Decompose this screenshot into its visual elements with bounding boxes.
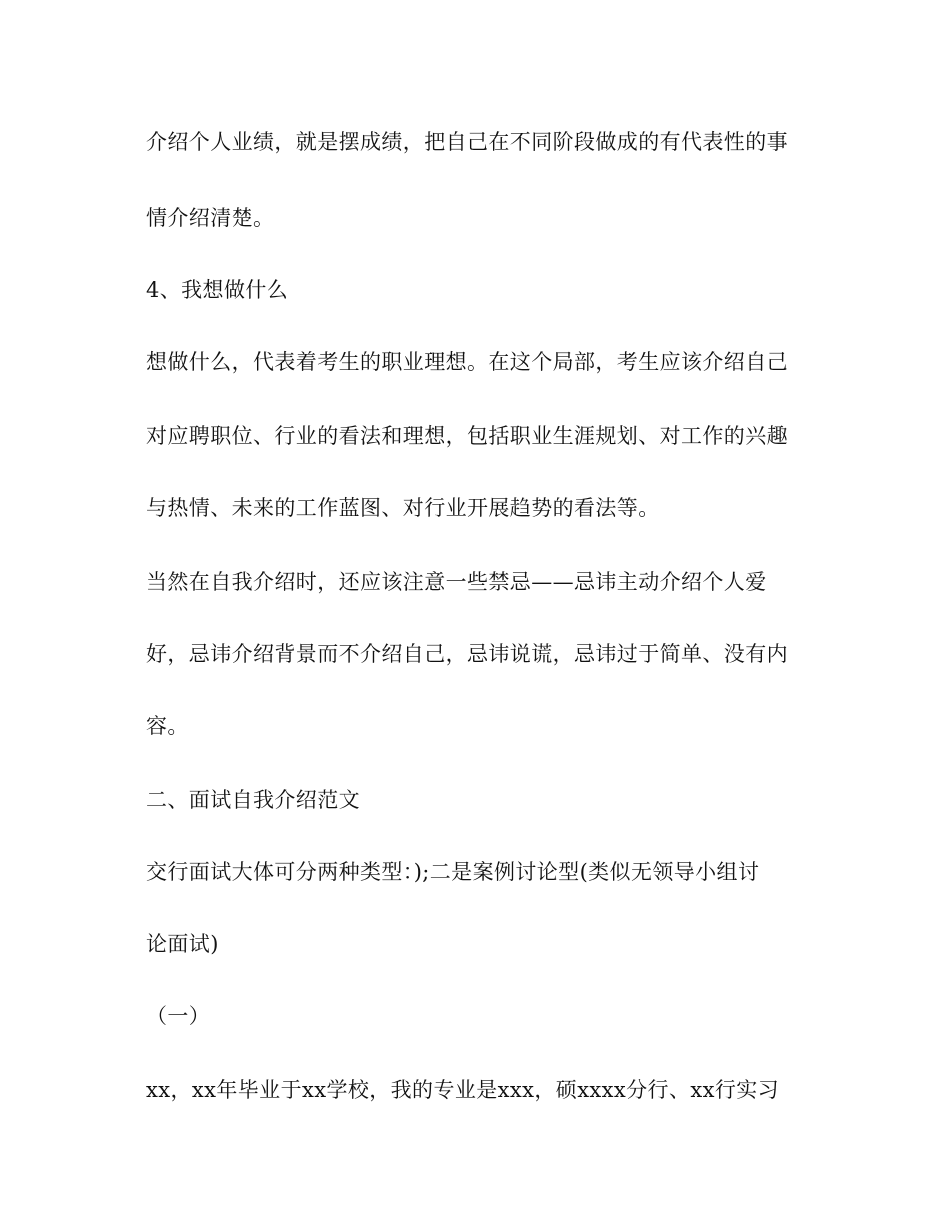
paragraph-line: 当然在自我介绍时，还应该注意一些禁忌——忌讳主动介绍个人爱 xyxy=(146,570,767,594)
paragraph-line: 容。 xyxy=(146,714,189,738)
paragraph-line: 对应聘职位、行业的看法和理想，包括职业生涯规划、对工作的兴趣 xyxy=(146,424,788,448)
paragraph-line: 情介绍清楚。 xyxy=(146,206,275,230)
paragraph-line: 好，忌讳介绍背景而不介绍自己，忌讳说谎，忌讳过于简单、没有内 xyxy=(146,642,788,666)
paragraph-line: xx，xx年毕业于xx学校，我的专业是xxx，硕xxxx分行、xx行实习 xyxy=(146,1078,780,1102)
paragraph-line: 交行面试大体可分两种类型：);二是案例讨论型(类似无领导小组讨 xyxy=(146,860,760,884)
paragraph-line: 与热情、未来的工作蓝图、对行业开展趋势的看法等。 xyxy=(146,496,660,520)
subsection-heading: （一） xyxy=(146,1004,211,1028)
paragraph-line: 想做什么，代表着考生的职业理想。在这个局部，考生应该介绍自己 xyxy=(146,350,788,374)
paragraph-line: 介绍个人业绩，就是摆成绩，把自己在不同阶段做成的有代表性的事 xyxy=(146,130,788,154)
paragraph-line: 论面试) xyxy=(146,932,219,956)
section-heading: 二、面试自我介绍范文 xyxy=(146,788,360,812)
section-heading: 4、我想做什么 xyxy=(146,278,289,302)
